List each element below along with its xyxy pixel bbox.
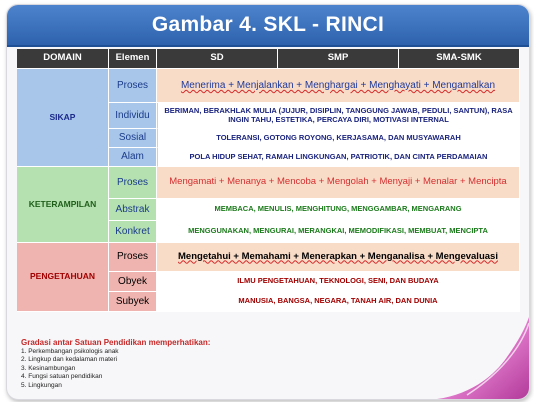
row-content: TOLERANSI, GOTONG ROYONG, KERJASAMA, DAN MUSYAWARAH: [157, 129, 520, 148]
slide-title: Gambar 4. SKL - RINCI: [151, 13, 385, 36]
elemen-label: Proses: [109, 167, 157, 199]
skl-table: [17, 49, 520, 312]
note-item: 2. Lingkup dan kedalaman materi: [21, 356, 118, 364]
header-elemen: Elemen: [109, 49, 157, 69]
elemen-label: Proses: [109, 243, 157, 272]
elemen-label: Abstrak: [109, 199, 157, 221]
header-sd: SD: [157, 49, 278, 69]
row-content: [157, 243, 520, 272]
elemen-label: Obyek: [109, 272, 157, 292]
elemen-label: Sosial: [109, 129, 157, 148]
domain-sikap: SIKAP: [17, 69, 109, 167]
row-text: Menerima + Menjalankan + Menghargai + Menghayati + Mengamalkan: [180, 79, 496, 91]
row-content: MENGGUNAKAN, MENGURAI, MERANGKAI, MEMODIFIKASI, MEMBUAT, MENCIPTA: [157, 221, 520, 243]
row-content: POLA HIDUP SEHAT, RAMAH LINGKUNGAN, PATRIOTIK, DAN CINTA PERDAMAIAN: [157, 148, 520, 167]
header-domain: DOMAIN: [17, 49, 109, 69]
elemen-label: Individu: [109, 103, 157, 129]
domain-keterampilan: KETERAMPILAN: [17, 167, 109, 243]
title-bar: [7, 5, 529, 47]
elemen-label: Subyek: [109, 292, 157, 312]
row-content: BERIMAN, BERAKHLAK MULIA (JUJUR, DISIPLIN, TANGGUNG JAWAB, PEDULI, SANTUN), RASA INGIN TAHU, ESTETIKA, PERCAYA DIRI, MOTIVASI INTERNAL: [157, 103, 520, 129]
note-item: 4. Fungsi satuan pendidikan: [21, 373, 103, 381]
page-curl-decoration: [437, 317, 529, 399]
table-header-row: [17, 49, 520, 69]
row-content: ILMU PENGETAHUAN, TEKNOLOGI, SENI, DAN BUDAYA: [157, 272, 520, 292]
domain-pengetahuan: PENGETAHUAN: [17, 243, 109, 312]
row-content: Mengamati + Menanya + Mencoba + Mengolah + Menyaji + Menalar + Mencipta: [157, 167, 520, 199]
row-content: [157, 69, 520, 103]
note-item: 3. Kesinambungan: [21, 364, 76, 372]
row-text: Mengetahui + Memahami + Menerapkan + Menganalisa + Mengevaluasi: [178, 250, 498, 262]
notes-title: Gradasi antar Satuan Pendidikan memperhatikan:: [21, 338, 211, 347]
elemen-label: Proses: [109, 69, 157, 103]
row-content: MEMBACA, MENULIS, MENGHITUNG, MENGGAMBAR, MENGARANG: [157, 199, 520, 221]
note-item: 5. Lingkungan: [21, 381, 62, 389]
elemen-label: Alam: [109, 148, 157, 167]
row-content: MANUSIA, BANGSA, NEGARA, TANAH AIR, DAN DUNIA: [157, 292, 520, 312]
slide: [6, 4, 530, 400]
header-sma-smk: SMA-SMK: [399, 49, 520, 69]
elemen-label: Konkret: [109, 221, 157, 243]
notes-section: [21, 338, 401, 390]
header-smp: SMP: [278, 49, 399, 69]
note-item: 1. Perkembangan psikologis anak: [21, 348, 119, 355]
